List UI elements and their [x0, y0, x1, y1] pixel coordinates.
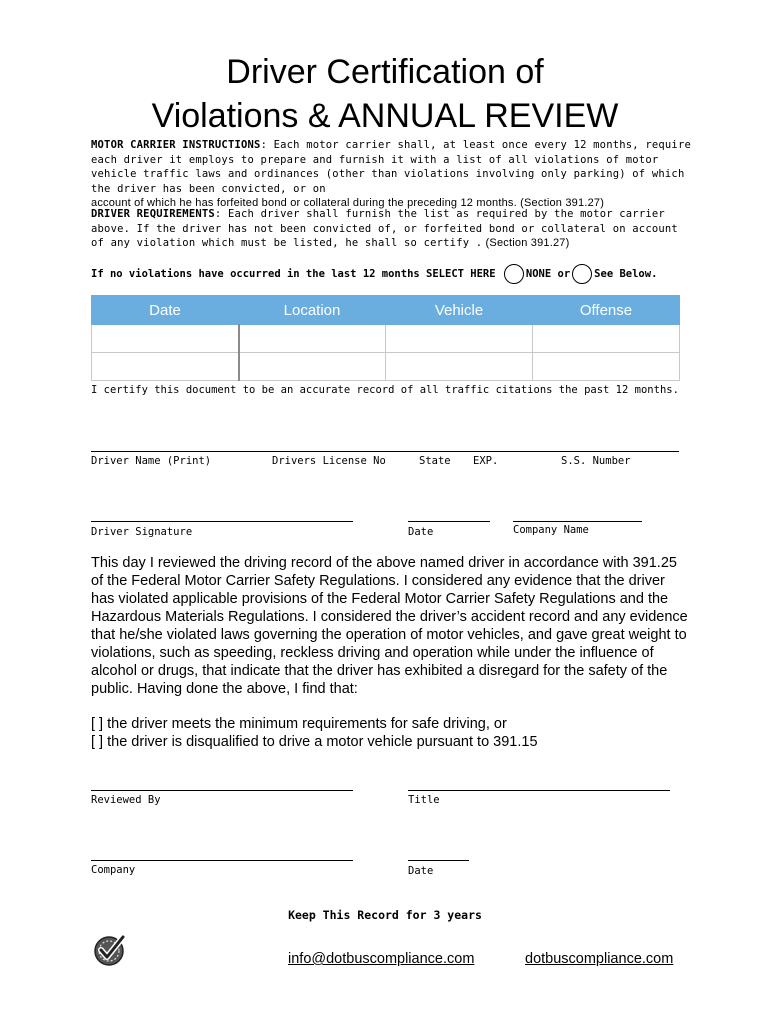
driver-req-text: : Each driver shall furnish the list as required by the motor carrier above. If the driver has not been convicted of, or forfeited bond or collateral on account of any violation which must be listed, he shall so certify .: [91, 208, 678, 249]
driver-signature-label: Driver Signature: [91, 526, 193, 538]
checkmark-seal-icon: [92, 932, 128, 968]
exp-label: EXP.: [473, 455, 499, 467]
review-date-line[interactable]: [408, 860, 469, 861]
driver-name-label: Driver Name (Print): [91, 455, 212, 467]
cell-date[interactable]: [92, 325, 239, 353]
driver-info-line[interactable]: [91, 451, 679, 452]
cell-location[interactable]: [239, 325, 386, 353]
website-link[interactable]: dotbuscompliance.com: [525, 951, 674, 967]
cell-date[interactable]: [92, 353, 239, 381]
header-vehicle: Vehicle: [386, 296, 533, 325]
email-link[interactable]: info@dotbuscompliance.com: [288, 951, 475, 967]
page-title-line1: Driver Certification of: [226, 53, 544, 91]
none-label: NONE or: [525, 268, 571, 280]
header-offense: Offense: [533, 296, 680, 325]
no-violations-select-line: [91, 264, 657, 284]
certify-statement: I certify this document to be an accurate record of all traffic citations the past 12 months.: [91, 384, 679, 396]
title-line[interactable]: [408, 790, 670, 791]
driver-req-heading: DRIVER REQUIREMENTS: [91, 208, 215, 220]
driver-req-section: (Section 391.27): [482, 237, 570, 249]
motor-carrier-text-b: account of which he has forfeited bond or collateral during the preceding 12 months. (Section 391.27): [91, 197, 605, 209]
company-name-label: Company Name: [513, 524, 589, 536]
driver-date-line[interactable]: [408, 521, 490, 522]
cell-offense[interactable]: [533, 353, 680, 381]
see-below-radio-button[interactable]: [572, 264, 592, 284]
driver-requirements: [91, 207, 691, 251]
keep-record-notice: Keep This Record for 3 years: [288, 908, 482, 922]
cell-vehicle[interactable]: [386, 325, 533, 353]
annual-review-paragraph: This day I reviewed the driving record of the above named driver in accordance with 391.25 of the Federal Motor Carrier Safety Regulations. I considered any evidence that the driver has violated applicable provisions of the Federal Motor Carrier Safety Regulations and the Hazardous Materials Regulations. I considered the driver’s accident record and any evidence that he/she violated laws governing the operation of motor vehicles, and gave great weight to violations, such as speeding, reckless driving and operation while under the influence of alcohol or drugs, that indicate that the driver has exhibited a disregard for the safety of the public. Having done the above, I find that:: [91, 555, 688, 697]
header-location: Location: [239, 296, 386, 325]
cell-location[interactable]: [239, 353, 386, 381]
company-label: Company: [91, 864, 136, 876]
none-radio-button[interactable]: [504, 264, 524, 284]
table-header-row: [92, 296, 680, 325]
violations-table: [91, 295, 680, 381]
driver-date-label: Date: [408, 526, 434, 538]
reviewed-by-line[interactable]: [91, 790, 353, 791]
company-name-line[interactable]: [513, 521, 642, 522]
cell-offense[interactable]: [533, 325, 680, 353]
driver-signature-line[interactable]: [91, 521, 353, 522]
title-label: Title: [408, 794, 440, 806]
motor-carrier-text: : Each motor carrier shall, at least once every 12 months, require each driver it employs to prepare and furnish it with a list of all violations of motor vehicle traffic laws and ordinances (other than violations involving only parking) of which the driver has been convicted, or on: [91, 139, 691, 195]
select-prompt: If no violations have occurred in the last 12 months SELECT HERE: [91, 268, 496, 280]
table-row: [92, 325, 680, 353]
motor-carrier-heading: MOTOR CARRIER INSTRUCTIONS: [91, 139, 261, 151]
motor-carrier-instructions: [91, 138, 691, 211]
page-title-line2: Violations & ANNUAL REVIEW: [151, 97, 619, 135]
review-option-disqualified[interactable]: [ ] the driver is disqualified to drive a motor vehicle pursuant to 391.15: [91, 734, 538, 750]
reviewed-by-label: Reviewed By: [91, 794, 161, 806]
company-line[interactable]: [91, 860, 353, 861]
table-row: [92, 353, 680, 381]
review-date-label: Date: [408, 865, 434, 877]
cell-vehicle[interactable]: [386, 353, 533, 381]
review-option-meets[interactable]: [ ] the driver meets the minimum requirements for safe driving, or: [91, 716, 507, 732]
ss-number-label: S.S. Number: [561, 455, 631, 467]
license-label: Drivers License No: [272, 455, 386, 467]
header-date: Date: [92, 296, 239, 325]
state-label: State: [419, 455, 451, 467]
see-below-label: See Below.: [594, 268, 658, 280]
